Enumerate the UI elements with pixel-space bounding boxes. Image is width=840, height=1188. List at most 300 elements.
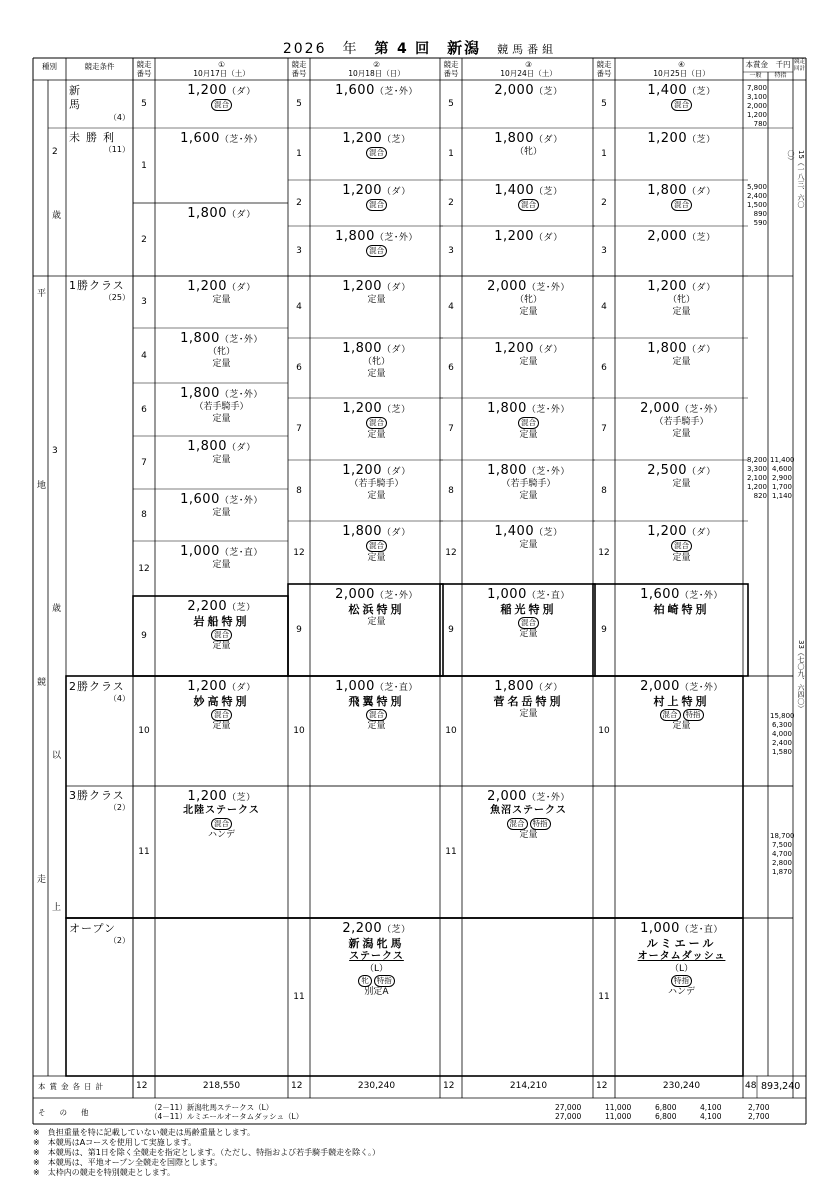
- class-label: [69, 84, 130, 122]
- race-number: [288, 918, 310, 1076]
- race-number-value: 1: [601, 149, 607, 159]
- race-distance: [310, 229, 443, 245]
- race-cell: [615, 183, 748, 225]
- notes: [33, 1128, 380, 1178]
- race-number: [440, 786, 462, 918]
- race-cell: [310, 279, 443, 337]
- race-distance: [615, 463, 748, 479]
- race-name: 菅名岳特別: [493, 695, 564, 709]
- race-distance: [310, 279, 443, 295]
- day-number: ①: [218, 60, 225, 69]
- race-tag: 混合: [518, 199, 539, 211]
- race-number-value: 2: [296, 198, 302, 208]
- surface-label: （芝）: [687, 233, 716, 243]
- distance-value: 2,000: [640, 401, 680, 416]
- race-distance: [462, 401, 595, 417]
- race-distance: [310, 183, 443, 199]
- race-cell: [615, 401, 748, 459]
- race-number-value: 12: [598, 547, 610, 558]
- distance-value: 1,200: [647, 524, 687, 539]
- race-tag: 混合: [366, 245, 387, 257]
- header-prize-general: 一般: [749, 72, 762, 79]
- race-cell: [615, 587, 748, 675]
- race-weight-condition: 定量: [672, 357, 691, 368]
- race-distance: [462, 229, 595, 245]
- surface-label: （芝）: [687, 135, 716, 145]
- race-number: [593, 276, 615, 338]
- race-tags: [310, 147, 443, 159]
- race-count-3up: 33（七〇九、六四〇）: [797, 640, 805, 712]
- class-name: 2勝クラス: [69, 680, 125, 693]
- distance-value: 1,800: [180, 331, 220, 346]
- race-restriction: （牝）: [667, 295, 695, 306]
- race-cell: [615, 229, 748, 275]
- other-race: （2－11）新潟牝馬ステークス（L）: [150, 1103, 274, 1112]
- race-cell: [310, 341, 443, 397]
- race-number: [593, 398, 615, 460]
- race-weight-condition: 定量: [212, 358, 231, 369]
- race-weight-condition: 定量: [672, 552, 691, 563]
- surface-label: （ダ）: [686, 345, 716, 355]
- race-number-value: 6: [601, 363, 607, 373]
- race-number-value: 11: [293, 992, 305, 1002]
- surface-label: （芝）: [534, 528, 563, 538]
- surface-label: （芝･外）: [526, 405, 570, 415]
- header-date: [462, 60, 595, 80]
- race-number: [440, 460, 462, 521]
- race-cell: [462, 279, 595, 337]
- race-number-value: 2: [601, 198, 607, 208]
- race-weight-condition: 定量: [367, 552, 386, 563]
- race-distance: [462, 789, 595, 805]
- race-cell: [462, 587, 595, 675]
- race-number-value: 9: [141, 631, 147, 641]
- race-weight-condition: 定量: [212, 295, 231, 306]
- race-tag: 混合: [518, 617, 539, 629]
- other-prize: 4,100: [700, 1112, 722, 1121]
- race-number: [288, 128, 310, 180]
- header-race-number: 競走番号: [443, 60, 459, 78]
- race-weight-condition: 定量: [212, 413, 231, 424]
- race-number-value: 8: [601, 485, 607, 496]
- race-distance: [155, 206, 288, 222]
- surface-label: （芝･外）: [679, 405, 723, 415]
- race-cell: [155, 599, 288, 675]
- race-weight-condition: 定量: [519, 830, 538, 840]
- prize-list: 18,700 7,500 4,700 2,800 1,870: [770, 832, 795, 876]
- header-race-number: 競走番号: [291, 60, 307, 78]
- distance-value: 2,000: [647, 229, 688, 244]
- category-char: 競: [37, 678, 47, 688]
- race-name: 柏崎特別: [653, 603, 710, 617]
- race-tag: 混合: [518, 417, 539, 429]
- race-tags: [462, 617, 595, 629]
- race-restriction: （牝）: [514, 295, 542, 306]
- race-number-value: 5: [296, 99, 302, 109]
- race-tags: [310, 417, 443, 429]
- race-number: [440, 521, 462, 584]
- class-label: [69, 131, 130, 157]
- race-cell: [615, 679, 748, 785]
- race-tag: 混合: [366, 199, 387, 211]
- race-distance: [462, 131, 595, 147]
- race-distance: [310, 131, 443, 147]
- race-distance: [155, 679, 288, 695]
- race-cell: [310, 587, 443, 675]
- race-weight-condition: 定量: [672, 428, 691, 439]
- surface-label: （ダ）: [226, 210, 256, 220]
- race-distance: [310, 679, 443, 695]
- race-distance: [155, 599, 288, 615]
- surface-label: （ダ）: [686, 187, 716, 197]
- distance-value: 1,800: [335, 229, 375, 244]
- race-tags: [462, 818, 595, 830]
- race-distance: [462, 463, 595, 479]
- race-cell: [310, 229, 443, 275]
- day-number: ③: [525, 60, 532, 69]
- surface-label: （芝）: [382, 405, 411, 415]
- surface-label: （ダ）: [686, 467, 716, 477]
- distance-value: 1,200: [342, 463, 382, 478]
- race-cell: [310, 131, 443, 179]
- race-distance: [462, 587, 595, 603]
- race-tag: 混合: [211, 629, 232, 641]
- race-number-value: 9: [296, 625, 302, 635]
- header-type: 種別: [42, 62, 57, 71]
- race-tag: 混合: [211, 709, 232, 721]
- age2-char: 歳: [52, 211, 62, 221]
- class-name: 3勝クラス: [69, 789, 125, 802]
- class-name: 新馬: [69, 84, 102, 112]
- distance-value: 1,200: [494, 341, 534, 356]
- race-weight-condition: ハンデ: [667, 987, 695, 997]
- race-number-value: 10: [445, 726, 457, 736]
- race-number: [440, 398, 462, 460]
- race-number: [288, 80, 310, 128]
- distance-value: 1,600: [640, 587, 680, 602]
- distance-value: 1,600: [180, 131, 220, 146]
- surface-label: （芝）: [227, 793, 256, 803]
- note-line: ※ 本競馬は、第1日を除く全競走を指定とします。（ただし、特指および若手騎手競走を除く。）: [33, 1148, 380, 1157]
- race-tags: [615, 99, 748, 111]
- surface-label: （芝）: [382, 135, 411, 145]
- race-number-value: 7: [141, 457, 147, 468]
- race-name: 北陸ステークス: [183, 805, 260, 817]
- totals-prize: 214,210: [509, 1081, 548, 1091]
- totals-prize: 218,550: [202, 1081, 241, 1091]
- race-cell: [155, 679, 288, 785]
- race-cell: [155, 279, 288, 327]
- race-tag: 混合: [366, 417, 387, 429]
- race-number: [440, 276, 462, 338]
- race-number-value: 7: [448, 424, 454, 434]
- race-number-value: 5: [141, 99, 147, 109]
- race-tag: 混合: [671, 199, 692, 211]
- distance-value: 1,000: [487, 587, 527, 602]
- race-weight-condition: 定量: [367, 295, 386, 306]
- race-number: [133, 596, 155, 676]
- distance-value: 1,200: [187, 83, 227, 98]
- race-cell: [155, 921, 288, 1075]
- race-cell: [155, 331, 288, 382]
- surface-label: （芝･外）: [374, 591, 418, 601]
- race-tag: 混合: [366, 147, 387, 159]
- race-distance: [615, 183, 748, 199]
- race-cell: [615, 463, 748, 520]
- race-distance: [615, 921, 748, 937]
- race-tag: 特指: [374, 975, 395, 987]
- race-number-value: 1: [448, 149, 454, 159]
- distance-value: 2,000: [487, 789, 527, 804]
- race-distance: [155, 83, 288, 99]
- surface-label: （ダ）: [381, 345, 411, 355]
- race-number-value: 10: [138, 726, 150, 736]
- distance-value: 1,200: [342, 401, 383, 416]
- race-number: [440, 128, 462, 180]
- race-cell: [310, 463, 443, 520]
- class-label: [69, 680, 130, 706]
- race-number-value: 1: [141, 160, 147, 171]
- distance-value: 1,000: [335, 679, 375, 694]
- surface-label: （ダ）: [533, 233, 563, 243]
- race-distance: [310, 83, 443, 99]
- surface-label: （ダ）: [381, 467, 411, 477]
- distance-value: 1,200: [187, 679, 227, 694]
- race-tag: 混合: [507, 818, 528, 830]
- surface-label: （芝･外）: [526, 467, 570, 477]
- prize-list: 5,900 2,400 1,500 890 590: [746, 183, 767, 227]
- surface-label: （ダ）: [226, 443, 256, 453]
- race-restriction: （牝）: [514, 147, 542, 158]
- other-prize: 11,000: [605, 1103, 632, 1112]
- category-char: 地: [37, 481, 47, 491]
- race-number-value: 9: [448, 625, 454, 635]
- race-distance: [155, 492, 288, 508]
- race-number: [133, 128, 155, 203]
- distance-value: 2,000: [487, 279, 527, 294]
- grand-total-count: 48: [745, 1081, 757, 1091]
- surface-label: （ダ）: [226, 683, 256, 693]
- surface-label: （ダ）: [381, 187, 411, 197]
- race-cell: [615, 341, 748, 397]
- distance-value: 1,400: [647, 83, 688, 98]
- race-distance: [615, 679, 748, 695]
- race-distance: [310, 401, 443, 417]
- race-weight-condition: 定量: [519, 540, 538, 551]
- note-line: ※ 太枠内の競走を特別競走とします。: [33, 1168, 176, 1177]
- race-number: [288, 276, 310, 338]
- race-cell: [462, 679, 595, 785]
- header-date: [155, 60, 288, 80]
- race-number: [133, 383, 155, 436]
- class-count: （2）: [108, 936, 130, 946]
- race-number: [288, 786, 310, 918]
- race-cell: [310, 679, 443, 785]
- class-name: 1勝クラス: [69, 279, 125, 292]
- race-number: [133, 786, 155, 918]
- race-distance: [615, 83, 748, 99]
- race-cell: [462, 341, 595, 397]
- race-tag: 特指: [683, 709, 704, 721]
- surface-label: （芝）: [227, 603, 256, 613]
- race-cell: [155, 131, 288, 202]
- race-distance: [310, 587, 443, 603]
- race-distance: [615, 279, 748, 295]
- race-cell: [155, 439, 288, 488]
- header-prize: 本賞金 千円: [745, 60, 791, 69]
- header-date: [310, 60, 443, 80]
- totals-prize: 230,240: [662, 1081, 701, 1091]
- header-prize-special: 特指: [774, 72, 787, 79]
- day-date: 10月24日（土）: [500, 69, 557, 78]
- race-number: [288, 676, 310, 786]
- race-name: 新潟牝馬: [348, 937, 405, 951]
- race-tags: [155, 818, 288, 830]
- race-restriction: （牝）: [362, 357, 390, 368]
- race-distance: [462, 183, 595, 199]
- race-cell: [615, 524, 748, 583]
- distance-value: 1,800: [647, 183, 687, 198]
- race-number-value: 6: [448, 363, 454, 373]
- race-number: [288, 521, 310, 584]
- race-cell: [462, 229, 595, 275]
- race-distance: [155, 789, 288, 805]
- category-char: 走: [37, 875, 47, 885]
- race-number-value: 12: [293, 547, 305, 558]
- distance-value: 1,800: [180, 386, 220, 401]
- race-tags: [155, 709, 288, 721]
- race-tags: [615, 199, 748, 211]
- race-number-value: 4: [296, 302, 302, 312]
- distance-value: 2,000: [335, 587, 375, 602]
- distance-value: 1,000: [640, 921, 680, 936]
- class-count: （25）: [103, 293, 130, 303]
- race-tags: [155, 99, 288, 111]
- distance-value: 1,800: [342, 524, 382, 539]
- race-restriction: （牝）: [207, 347, 235, 358]
- race-tag: 混合: [211, 99, 232, 111]
- race-number-value: 11: [138, 847, 150, 857]
- race-number-value: 12: [445, 547, 457, 558]
- race-weight-condition: 定量: [367, 368, 386, 379]
- race-number-value: 11: [445, 847, 457, 857]
- other-prize: 6,800: [655, 1112, 677, 1121]
- race-number-value: 5: [601, 99, 607, 109]
- race-distance: [310, 463, 443, 479]
- distance-value: 1,800: [487, 401, 527, 416]
- race-distance: [615, 229, 748, 245]
- race-distance: [155, 544, 288, 560]
- race-weight-condition: 定量: [519, 629, 538, 640]
- race-cell: [615, 789, 748, 917]
- race-number: [593, 584, 615, 676]
- other-prize: 6,800: [655, 1103, 677, 1112]
- race-number-value: 1: [296, 149, 302, 159]
- note-line: ※ 本競馬は、平地オープン全競走を国際とします。: [33, 1158, 223, 1167]
- race-number-value: 4: [448, 302, 454, 312]
- race-weight-condition: 定量: [212, 641, 231, 652]
- race-cell: [155, 206, 288, 275]
- race-name: 松浜特別: [348, 603, 405, 617]
- totals-prize: 230,240: [357, 1081, 396, 1091]
- race-number: [440, 584, 462, 676]
- race-number-value: 8: [296, 485, 302, 496]
- race-tag: 混合: [366, 709, 387, 721]
- race-distance: [462, 524, 595, 540]
- race-tags: [310, 199, 443, 211]
- surface-label: （ダ）: [686, 283, 716, 293]
- race-cell: [615, 131, 748, 179]
- age3-char: 3: [52, 446, 58, 456]
- header-total: 競走回計: [793, 59, 805, 72]
- age2-char: 2: [52, 147, 58, 157]
- race-number: [133, 328, 155, 383]
- race-number: [440, 80, 462, 128]
- surface-label: （ダ）: [533, 683, 563, 693]
- race-tag: 混合: [671, 99, 692, 111]
- race-cell: [462, 401, 595, 459]
- race-cell: [462, 463, 595, 520]
- race-restriction: （若手騎手）: [194, 402, 249, 413]
- race-name: 稲光特別: [500, 603, 557, 617]
- race-number: [593, 80, 615, 128]
- race-cell: [310, 183, 443, 225]
- race-weight-condition: 定量: [519, 490, 538, 501]
- race-number: [133, 489, 155, 541]
- race-number-value: 10: [293, 726, 305, 736]
- totals-race-count: 12: [136, 1081, 148, 1091]
- race-weight-condition: 定量: [519, 429, 538, 440]
- surface-label: （芝･外）: [526, 793, 570, 803]
- distance-value: 2,500: [647, 463, 687, 478]
- race-number: [133, 541, 155, 596]
- race-restriction: （若手騎手）: [349, 479, 404, 490]
- other-prize: 2,700: [748, 1103, 770, 1112]
- class-count: （4）: [108, 112, 130, 122]
- race-cell: [310, 921, 443, 1075]
- surface-label: （芝）: [687, 87, 716, 97]
- day-date: 10月25日（日）: [653, 69, 710, 78]
- race-tag: 混合: [660, 709, 681, 721]
- race-cell: [615, 279, 748, 337]
- race-tags: [615, 975, 748, 987]
- race-distance: [615, 401, 748, 417]
- race-distance: [462, 341, 595, 357]
- day-number: ④: [678, 60, 685, 69]
- distance-value: 1,200: [187, 279, 227, 294]
- race-number: [288, 226, 310, 276]
- distance-value: 1,000: [180, 544, 220, 559]
- race-weight-condition: 定量: [212, 721, 231, 732]
- totals-label: 本賞金各日計: [38, 1082, 107, 1091]
- distance-value: 1,200: [647, 279, 687, 294]
- totals-race-count: 12: [596, 1081, 608, 1091]
- race-cell: [462, 183, 595, 225]
- race-weight-condition: 定量: [519, 709, 538, 719]
- race-distance: [310, 921, 443, 937]
- race-cell: [310, 83, 443, 127]
- race-name-line2: ステークス: [349, 951, 404, 962]
- race-number-value: 7: [601, 424, 607, 434]
- surface-label: （芝･外）: [219, 335, 263, 345]
- surface-label: （芝･外）: [526, 283, 570, 293]
- prize-list: 11,400 4,600 2,900 1,700 1,140: [770, 456, 795, 500]
- race-number: [288, 460, 310, 521]
- totals-race-count: 12: [291, 1081, 303, 1091]
- race-number: [440, 918, 462, 1076]
- distance-value: 2,000: [640, 679, 680, 694]
- race-cell: [310, 401, 443, 459]
